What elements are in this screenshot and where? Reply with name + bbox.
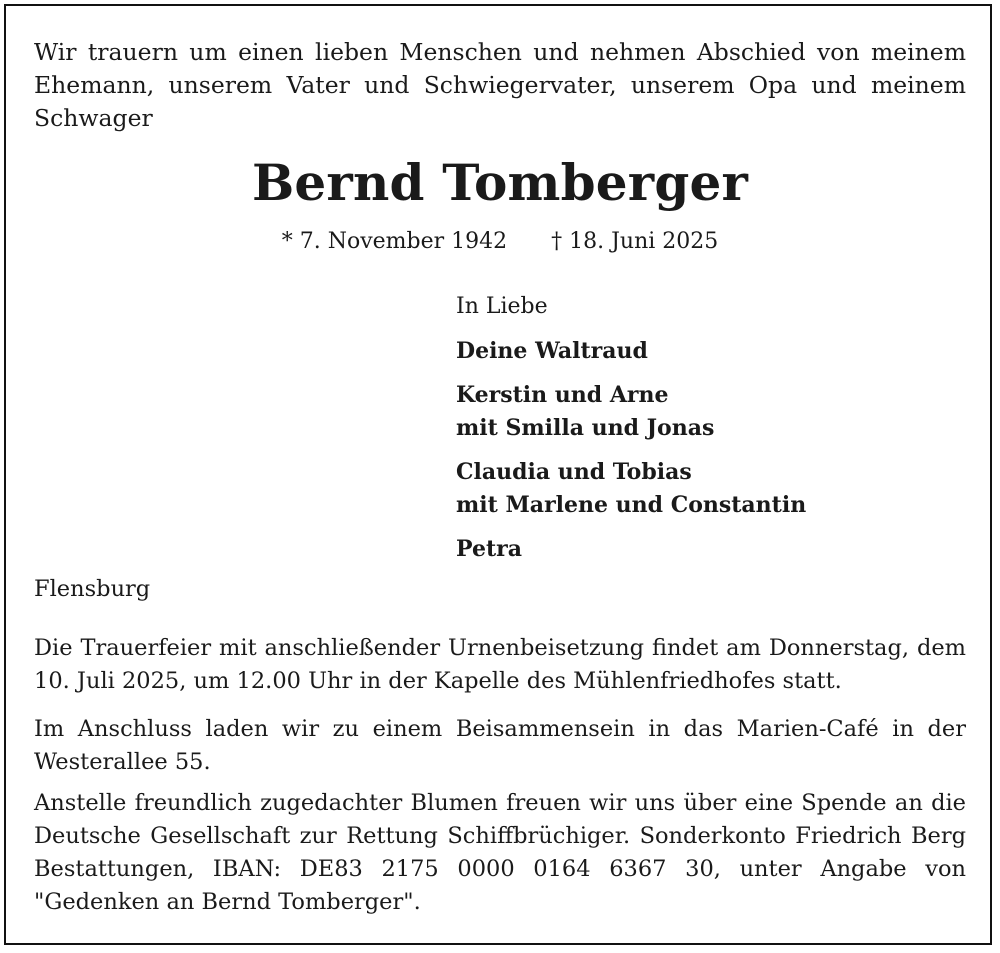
family-group1-line2: mit Smilla und Jonas xyxy=(456,415,715,441)
reception-info: Im Anschluss laden wir zu einem Beisammensein in das Marien-Café in der Westerallee 55. xyxy=(34,716,966,775)
family-other: Petra xyxy=(456,536,522,562)
family-group2-line1: Claudia und Tobias xyxy=(456,459,692,485)
life-dates xyxy=(0,226,1000,258)
birth-date: * 7. November 1942 xyxy=(281,229,508,254)
donation-info: Anstelle freundlich zugedachter Blumen freuen wir uns über eine Spende an die Deutsche Gesellschaft zur Rettung Schiffbrüchiger. Sonderkonto Friedrich Berg Bestattungen, IBAN: DE83 2175 0000 0164 6367 30, unter Angabe von "Gedenken an Bernd Tomberger". xyxy=(34,790,966,915)
location: Flensburg xyxy=(34,576,151,602)
intro-text: Wir trauern um einen lieben Menschen und nehmen Abschied von meinem Ehemann, unserem Vater und Schwiegervater, unserem Opa und meinem Schwager xyxy=(34,38,966,132)
family-group1-line1: Kerstin und Arne xyxy=(456,382,669,408)
family-signatures xyxy=(456,290,806,566)
family-group2-line2: mit Marlene und Constantin xyxy=(456,492,807,518)
family-opening: In Liebe xyxy=(456,294,548,319)
funeral-info: Die Trauerfeier mit anschließender Urnenbeisetzung findet am Donnerstag, dem 10. Juli 2025, um 12.00 Uhr in der Kapelle des Mühlenfriedhofes statt. xyxy=(34,635,966,694)
death-date: † 18. Juni 2025 xyxy=(551,229,719,254)
family-wife: Deine Waltraud xyxy=(456,338,648,364)
deceased-name: Bernd Tomberger xyxy=(251,153,749,212)
